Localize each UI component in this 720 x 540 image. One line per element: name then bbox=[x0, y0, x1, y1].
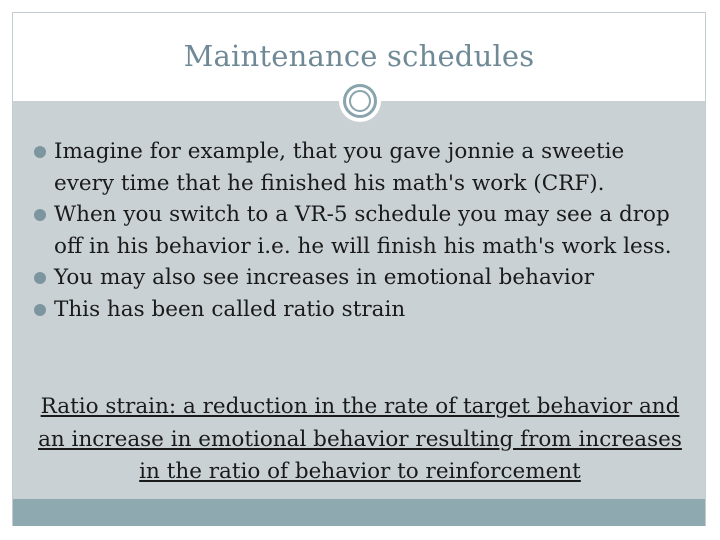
bullet-item bbox=[13, 136, 705, 199]
slide-title: Maintenance schedules bbox=[183, 39, 535, 73]
bullet-dot-icon bbox=[34, 209, 46, 221]
bullet-item bbox=[13, 262, 705, 294]
footer-bar bbox=[13, 499, 705, 526]
bullet-item bbox=[13, 294, 705, 326]
bullet-text: You may also see increases in emotional behavior bbox=[54, 265, 595, 290]
bullet-text: When you switch to a VR-5 schedule you may see a drop off in his behavior i.e. he will finish his math's work less. bbox=[54, 202, 672, 259]
bullet-text: This has been called ratio strain bbox=[54, 296, 406, 322]
ring-inner-circle bbox=[349, 90, 371, 112]
bullet-dot-icon bbox=[34, 146, 46, 158]
bullet-list bbox=[13, 136, 705, 325]
bullet-dot-icon bbox=[34, 304, 46, 316]
bullet-item bbox=[13, 199, 705, 262]
slide bbox=[12, 12, 706, 526]
definition-text: Ratio strain: a reduction in the rate of target behavior and an increase in emotional behavior resulting from increases in the ratio of behavior to reinforcement bbox=[38, 394, 682, 484]
bullet-dot-icon bbox=[34, 272, 46, 284]
bullet-text: Imagine for example, that you gave jonnie a sweetie every time that he finished his math's work (CRF). bbox=[54, 139, 625, 196]
